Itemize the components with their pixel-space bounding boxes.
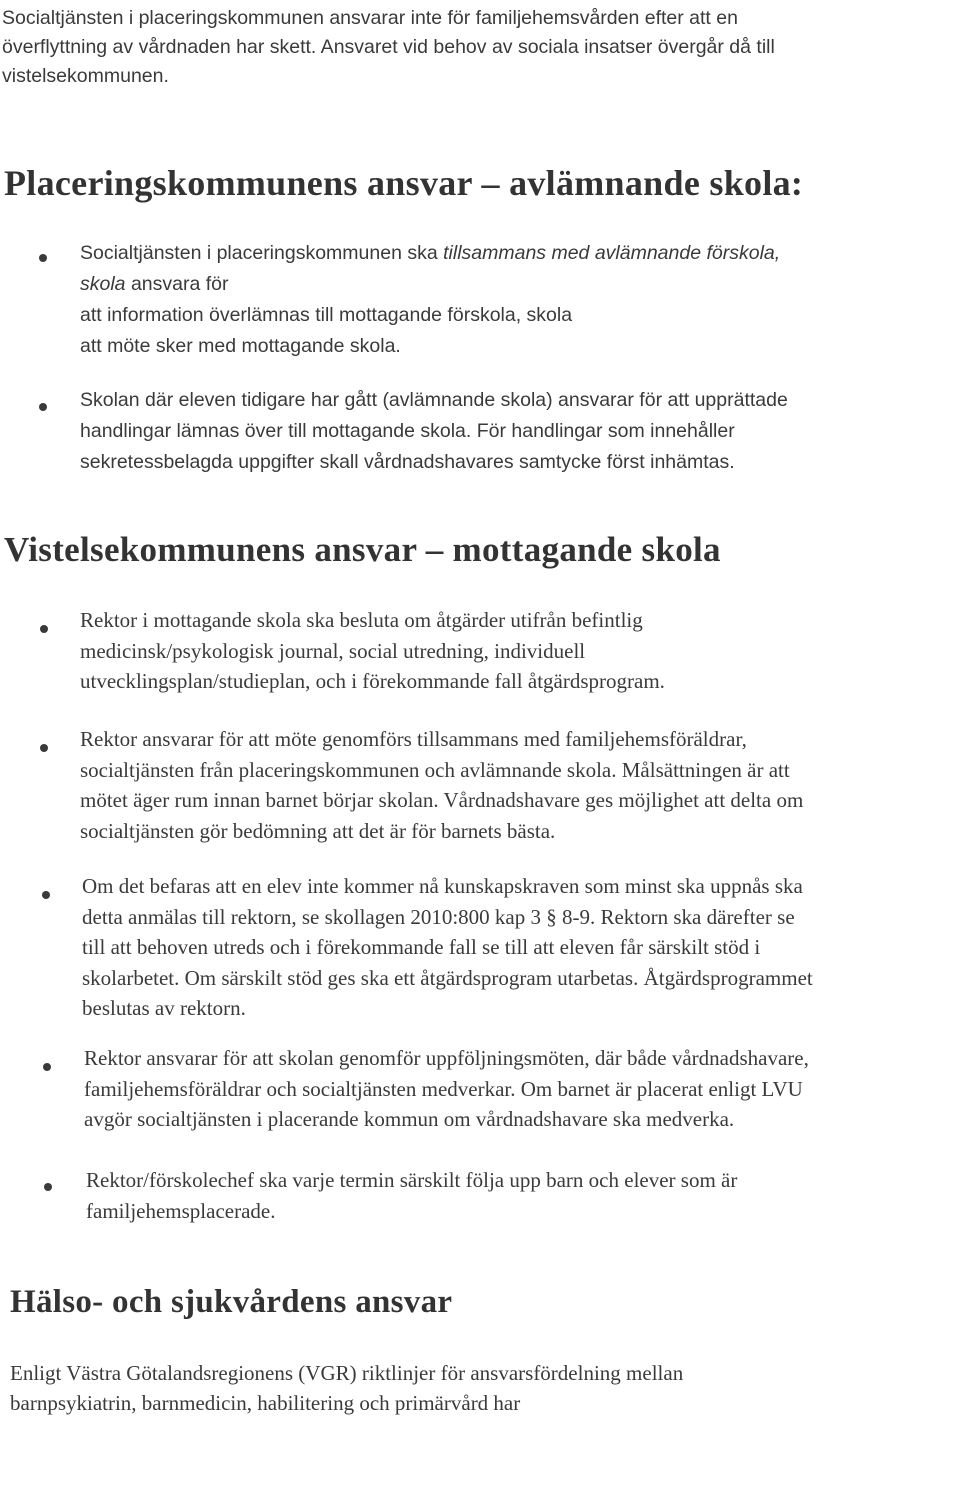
section-heading-halso-sjukvard: Hälso- och sjukvårdens ansvar	[10, 1284, 453, 1320]
italic-phrase: tillsammans med avlämnande förskola,	[443, 242, 781, 264]
intro-line: Socialtjänsten i placeringskommunen ansvarar inte för familjehemsvården efter att en	[2, 7, 738, 29]
intro-paragraph	[2, 4, 942, 91]
section-heading-placeringskommunen: Placeringskommunens ansvar – avlämnande skola:	[4, 163, 804, 203]
bullet-text: Skolan där eleven tidigare har gått (avlämnande skola) ansvarar för att upprättade handlingar lämnas över till mottagande skola. För handlingar som innehåller sekretessbelagda uppgifter skall vårdnadshavares samtycke först inhämtas.	[80, 389, 788, 473]
italic-phrase: skola	[80, 273, 126, 295]
bullet-icon	[39, 403, 47, 411]
bullet-text: Rektor ansvarar för att möte genomförs tillsammans med familjehemsföräldrar, socialtjänsten från placeringskommunen och avlämnande skola. Målsättningen är att mötet äger rum innan barnet börjar skolan. Vårdnadshavare ges möjlighet att delta om socialtjänsten gör bedömning att det är för barnets bästa.	[80, 727, 804, 843]
bullet-text: Rektor i mottagande skola ska besluta om åtgärder utifrån befintlig medicinsk/psykologisk journal, social utredning, individuell utvecklingsplan/studieplan, och i förekommande fall åtgärdsprogram.	[80, 608, 665, 693]
section-heading-vistelsekommunen: Vistelsekommunens ansvar – mottagande skola	[4, 530, 721, 569]
bullet-text: Socialtjänsten i placeringskommunen ska tillsammans med avlämnande förskola, skola ansvara för att information överlämnas till mottagande förskola, skola att möte sker med mottagande skola.	[80, 242, 781, 357]
intro-line: överflyttning av vårdnaden har skett. Ansvaret vid behov av sociala insatser övergår då till	[2, 36, 775, 58]
bullet-icon	[42, 891, 50, 899]
bullet-icon	[40, 744, 48, 752]
bullet-icon	[39, 254, 47, 262]
bullet-text: Om det befaras att en elev inte kommer nå kunskapskraven som minst ska uppnås ska detta anmälas till rektorn, se skollagen 2010:800 kap 3 § 8-9. Rektorn ska därefter se till att behoven utreds och i förekommande fall se till att eleven får särskilt stöd i skolarbetet. Om särskilt stöd ges ska ett åtgärdsprogram utarbetas. Åtgärdsprogrammet beslutas av rektorn.	[82, 874, 813, 1020]
bullet-icon	[44, 1183, 52, 1191]
closing-paragraph: Enligt Västra Götalandsregionens (VGR) riktlinjer för ansvarsfördelning mellan barnpsykiatrin, barnmedicin, habilitering och primärvård har	[10, 1361, 684, 1415]
bullet-text: Rektor/förskolechef ska varje termin särskilt följa upp barn och elever som är familjehemsplacerade.	[86, 1168, 738, 1223]
bullet-icon	[43, 1063, 51, 1071]
intro-line: vistelsekommunen.	[2, 65, 169, 87]
bullet-text: Rektor ansvarar för att skolan genomför uppföljningsmöten, där både vårdnadshavare, familjehemsföräldrar och socialtjänsten medverkar. Om barnet är placerat enligt LVU avgör socialtjänsten i placerande kommun om vårdnadshavare ska medverka.	[84, 1046, 809, 1131]
bullet-icon	[40, 625, 48, 633]
